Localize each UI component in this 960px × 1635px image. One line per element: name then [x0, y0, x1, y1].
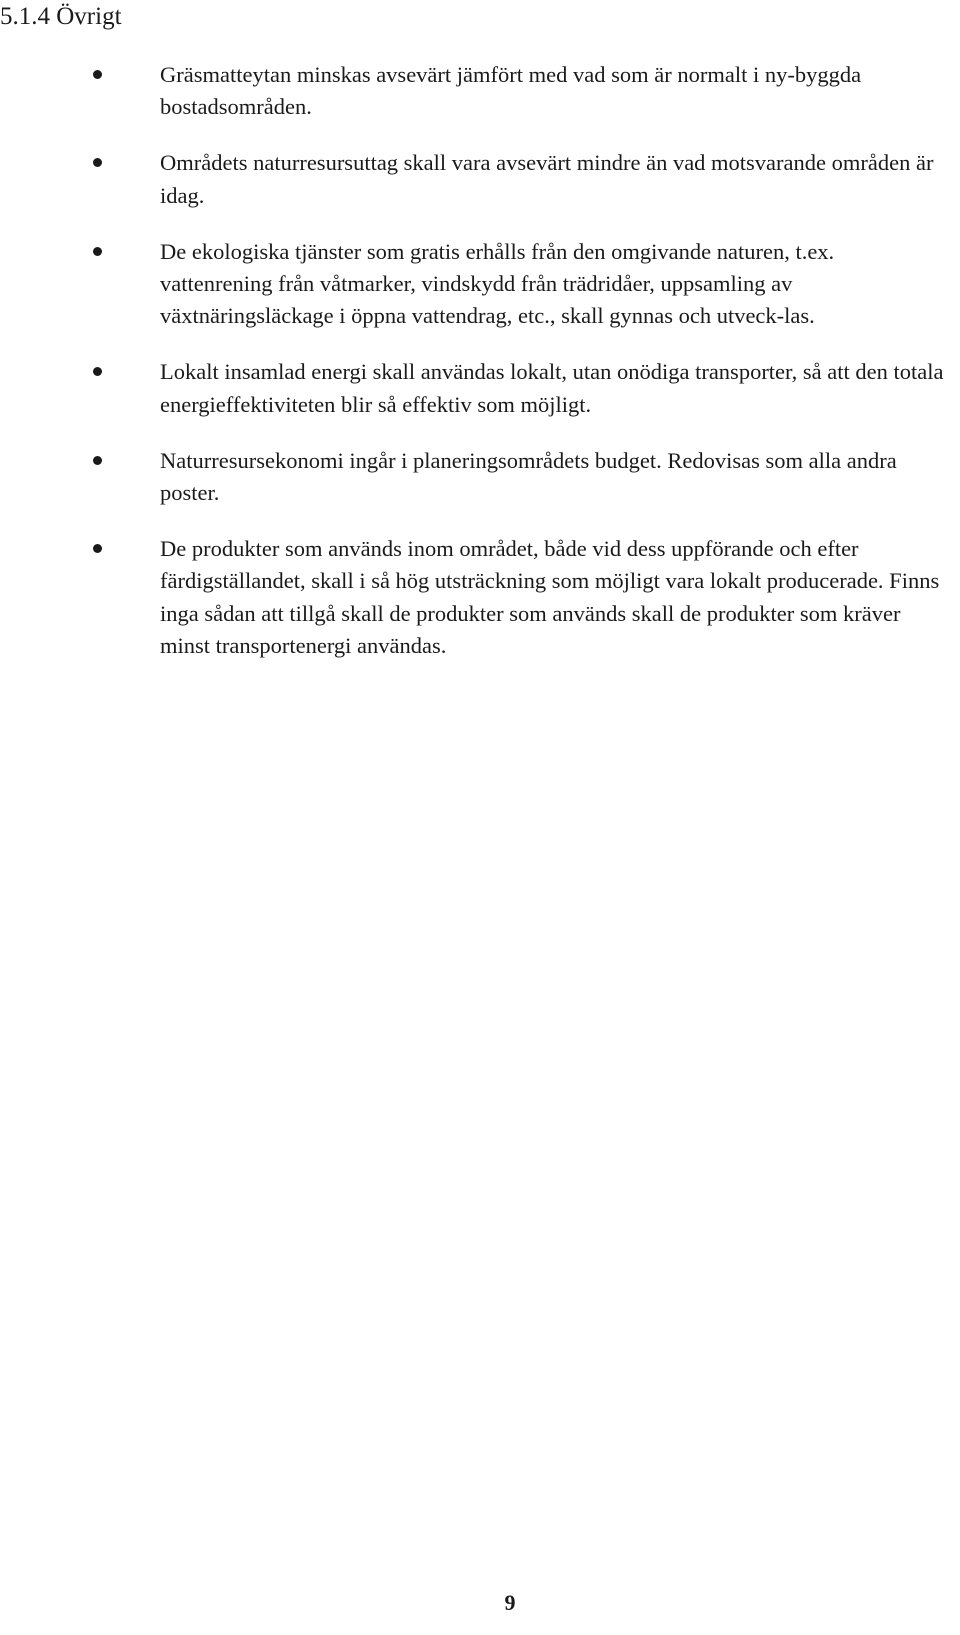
bullet-icon	[93, 544, 102, 553]
list-item-text: De ekologiska tjänster som gratis erhålls från den omgivande naturen, t.ex. vattenrening från våtmarker, vindskydd från trädridåer, uppsamling av växtnäringsläckage i öppna vattendrag, etc., skall gynnas och utveck-las.	[160, 238, 835, 329]
page-number: 9	[504, 1590, 516, 1615]
list-item-text: Gräsmatteytan minskas avsevärt jämfört med vad som är normalt i ny-byggda bostadsområden.	[160, 62, 862, 120]
list-item	[0, 236, 960, 333]
bullet-icon	[93, 247, 102, 256]
list-item-text: De produkter som används inom området, både vid dess uppförande och efter färdigställandet, skall i så hög utsträckning som möjligt vara lokalt producerade. Finns inga sådan att tillgå skall de produkter som används skall de produkter som kräver minst transportenergi användas.	[160, 536, 940, 658]
bullet-icon	[93, 456, 102, 465]
section-heading: 5.1.4 Övrigt	[0, 3, 122, 30]
list-item-text: Lokalt insamlad energi skall användas lokalt, utan onödiga transporter, så att den totala energieffektiviteten blir så effektiv som möjligt.	[160, 359, 944, 417]
bullet-list	[0, 59, 960, 686]
bullet-icon	[93, 158, 102, 167]
list-item	[0, 533, 960, 662]
bullet-icon	[93, 367, 102, 376]
list-item	[0, 147, 960, 211]
list-item-text: Naturresursekonomi ingår i planeringsområdets budget. Redovisas som alla andra poster.	[160, 447, 897, 506]
list-item	[0, 59, 960, 123]
bullet-icon	[93, 70, 102, 79]
list-item	[0, 356, 960, 420]
list-item-text: Områdets naturresursuttag skall vara avsevärt mindre än vad motsvarande områden är idag.	[160, 150, 934, 208]
list-item	[0, 445, 960, 509]
